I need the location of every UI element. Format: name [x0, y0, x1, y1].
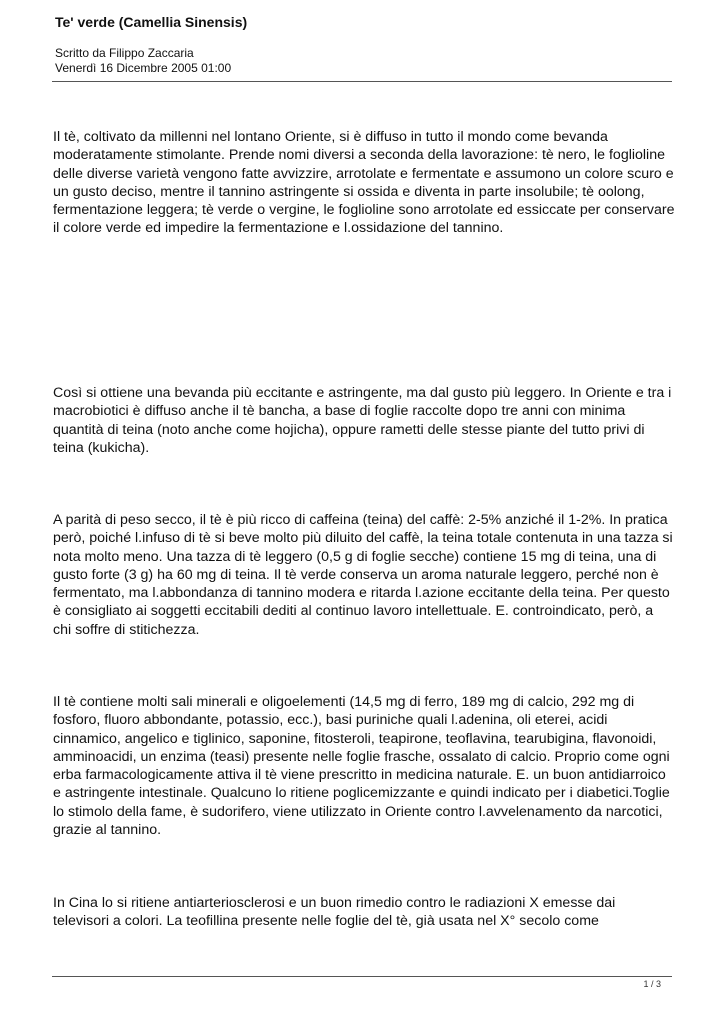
paragraph-5: In Cina lo si ritiene antiarteriosclerosi e un buon rimedio contro le radiazioni X emesse dai televisori a colori. La teofillina presente nelle foglie del tè, già usata nel X° secolo come — [53, 895, 616, 930]
page-number: 1 / 3 — [643, 979, 661, 989]
page-title: Te' verde (Camellia Sinensis) — [55, 14, 248, 30]
author-line: Scritto da Filippo Zaccaria — [55, 46, 194, 60]
date-line: Venerdì 16 Dicembre 2005 01:00 — [55, 61, 232, 75]
paragraph-3: A parità di peso secco, il tè è più ricco di caffeina (teina) del caffè: 2-5% anziché il 1-2%. In pratica però, poiché l.infuso di tè si beve molto più diluito del caffè, la teina totale contenuta in una tazza si nota molto meno. Una tazza di tè leggero (0,5 g di foglie secche) contiene 15 mg di teina, una di gusto forte (3 g) ha 60 mg di teina. Il tè verde conserva un aroma naturale leggero, perché non è fermentato, ma l.abbondanza di tannino modera e ritarda l.azione eccitante della teina. Per questo è consigliato ai soggetti eccitabili dediti al continuo lavoro intellettuale. E. controindicato, però, a chi soffre di stitichezza. — [53, 512, 673, 638]
paragraph-4: Il tè contiene molti sali minerali e oligoelementi (14,5 mg di ferro, 189 mg di calcio, 292 mg di fosforo, fluoro abbondante, potassio, ecc.), basi puriniche quali l.adenina, oli eterei, acidi cinnamico, angelico e tiglinico, saponine, fitosteroli, teapirone, teoflavina, tearubigina, flavonoidi, amminoacidi, un enzima (teasi) presente nelle foglie frasche, ossalato di calcio. Proprio come ogni erba farmacologicamente attiva il tè viene prescritto in medicina naturale. E. un buon antidiarroico e astringente intestinale. Qualcuno lo ritiene poglicemizzante e quindi indicato per i diabetici.Toglie lo stimolo della fame, è sudorifero, viene utilizzato in Oriente contro l.avvelenamento da narcotici, grazie al tannino. — [53, 694, 670, 839]
header-divider — [52, 81, 672, 82]
article-meta — [55, 46, 231, 76]
paragraph-2: Così si ottiene una bevanda più eccitante e astringente, ma dal gusto più leggero. In Oriente e tra i macrobiotici è diffuso anche il tè bancha, a base di foglie raccolte dopo tre anni con minima quantità di teina (noto anche come hojicha), oppure rametti delle stesse piante del tutto privi di teina (kukicha). — [53, 385, 672, 456]
footer-divider — [52, 976, 672, 977]
paragraph-1: Il tè, coltivato da millenni nel lontano Oriente, si è diffuso in tutto il mondo come bevanda moderatamente stimolante. Prende nomi diversi a seconda della lavorazione: tè nero, le foglioline delle diverse varietà vengono fatte avvizzire, arrotolate e fermentate e assumono un colore scuro e un gusto deciso, mentre il tannino astringente si ossida e diventa in parte insolubile; tè oolong, fermentazione leggera; tè verde o vergine, le foglioline sono arrotolate ed essiccate per conservare il colore verde ed impedire la fermentazione e l.ossidazione del tannino. — [53, 129, 675, 237]
